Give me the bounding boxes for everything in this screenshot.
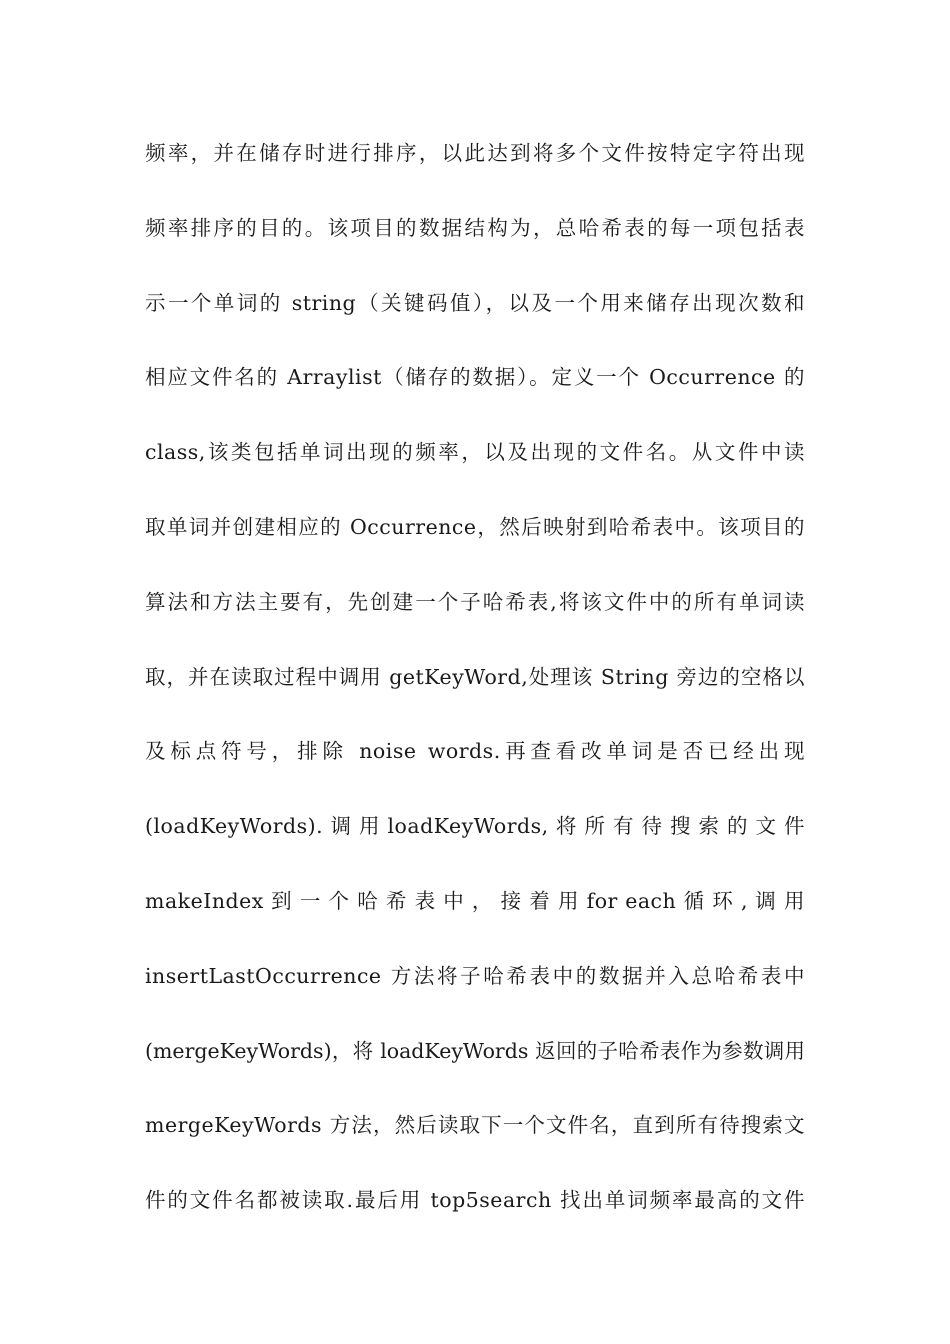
- text-line: 频率排序的目的。该项目的数据结构为，总哈希表的每一项包括表: [145, 215, 805, 240]
- text-line: 示一个单词的 string（关键码值），以及一个用来储存出现次数和: [145, 290, 805, 315]
- text-line: (loadKeyWords). 调 用 loadKeyWords, 将 所 有 待 搜 索 的 文 件: [145, 814, 805, 839]
- body-paragraph: [145, 134, 805, 1256]
- text-line: 相应文件名的 Arraylist（储存的数据）。定义一个 Occurrence 的: [145, 365, 805, 390]
- text-line: 算法和方法主要有，先创建一个子哈希表,将该文件中的所有单词读: [145, 589, 805, 614]
- text-line: 频率，并在储存时进行排序，以此达到将多个文件按特定字符出现: [145, 141, 805, 165]
- text-line: insertLastOccurrence 方法将子哈希表中的数据并入总哈希表中: [145, 963, 805, 988]
- text-line: class,该类包括单词出现的频率，以及出现的文件名。从文件中读: [145, 440, 805, 465]
- text-line: 及标点符号，排除 noise words.再查看改单词是否已经出现: [145, 739, 805, 764]
- text-line: mergeKeyWords 方法，然后读取下一个文件名，直到所有待搜索文: [145, 1113, 805, 1138]
- text-line: 件的文件名都被读取.最后用 top5search 找出单词频率最高的文件: [145, 1188, 805, 1213]
- text-line: makeIndex 到 一 个 哈 希 表 中 ， 接 着 用 for each 循 环 , 调 用: [145, 888, 805, 913]
- text-line: 取，并在读取过程中调用 getKeyWord,处理该 String 旁边的空格以: [145, 664, 805, 689]
- text-line: (mergeKeyWords)，将 loadKeyWords 返回的子哈希表作为参数调用: [145, 1038, 805, 1063]
- text-line: 取单词并创建相应的 Occurrence，然后映射到哈希表中。该项目的: [145, 514, 805, 539]
